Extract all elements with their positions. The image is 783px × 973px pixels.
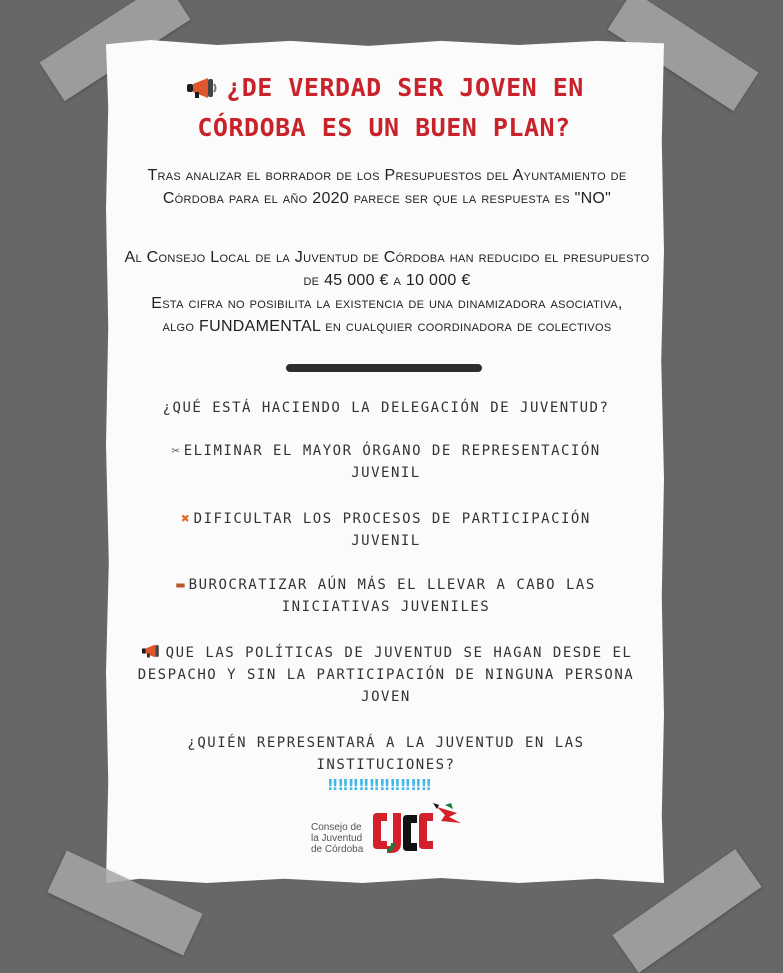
question-delegacion bbox=[110, 397, 662, 419]
budget-line-2: de 45 000 € a 10 000 € bbox=[303, 272, 471, 289]
megaphone-icon bbox=[140, 643, 162, 659]
budget-line-1: Al Consejo Local de la Juventud de Córdoba han reducido el presupuesto bbox=[124, 249, 650, 266]
logo-line-2: la Juventud bbox=[311, 833, 363, 844]
title-line-2: CÓRDOBA ES UN BUEN PLAN? bbox=[197, 113, 571, 142]
list-item bbox=[110, 642, 662, 708]
list-item bbox=[110, 508, 662, 552]
list-item bbox=[110, 440, 662, 484]
poster-title bbox=[114, 68, 654, 148]
item-3-line-1: BUROCRATIZAR AÚN MÁS EL LLEVAR A CABO LAS bbox=[188, 577, 596, 593]
intro-paragraph bbox=[114, 164, 660, 210]
intro-line-1: Tras analizar el borrador de los Presupuestos del Ayuntamiento de bbox=[147, 167, 627, 184]
scissors-icon: ✂ bbox=[171, 443, 180, 459]
item-1-line-1: ELIMINAR EL MAYOR ÓRGANO DE REPRESENTACIÓN bbox=[183, 443, 601, 459]
item-4-line-3: JOVEN bbox=[361, 689, 411, 705]
logo-caption bbox=[311, 822, 363, 855]
question-representacion bbox=[110, 732, 662, 776]
item-2-line-1: DIFICULTAR LOS PROCESOS DE PARTICIPACIÓN bbox=[193, 511, 591, 527]
item-1-line-2: JUVENIL bbox=[351, 465, 421, 481]
list-item bbox=[110, 574, 662, 618]
item-3-line-2: INICIATIVAS JUVENILES bbox=[281, 599, 491, 615]
exclamation-row: ‼‼‼‼‼‼‼‼‼‼ bbox=[327, 776, 433, 794]
megaphone-icon bbox=[184, 76, 218, 100]
card-file-box-icon: ▬ bbox=[176, 577, 185, 593]
logo-line-1: Consejo de bbox=[311, 822, 362, 833]
item-2-line-2: JUVENIL bbox=[351, 533, 421, 549]
item-4-line-2: DESPACHO Y SIN LA PARTICIPACIÓN DE NINGUNA PERSONA bbox=[137, 667, 635, 683]
intro-line-2: Córdoba para el año 2020 parece ser que la respuesta es "NO" bbox=[162, 190, 612, 207]
budget-paragraph bbox=[114, 246, 660, 338]
brush-divider bbox=[286, 364, 482, 372]
logo-line-3: de Córdoba bbox=[311, 844, 364, 855]
budget-line-4: algo FUNDAMENTAL en cualquier coordinadora de colectivos bbox=[162, 318, 612, 335]
title-line-1: ¿DE VERDAD SER JOVEN EN bbox=[226, 73, 584, 102]
question-2-line-2: INSTITUCIONES? bbox=[316, 757, 456, 773]
question-1-text: ¿QUÉ ESTÁ HACIENDO LA DELEGACIÓN DE JUVENTUD? bbox=[162, 400, 610, 416]
cjc-logo-icon bbox=[371, 803, 467, 863]
cross-mark-icon: ✖ bbox=[181, 511, 190, 527]
item-4-line-1: QUE LAS POLÍTICAS DE JUVENTUD SE HAGAN DESDE EL bbox=[165, 645, 633, 661]
question-2-line-1: ¿QUIÉN REPRESENTARÁ A LA JUVENTUD EN LAS bbox=[187, 735, 585, 751]
budget-line-3: Esta cifra no posibilita la existencia de una dinamizadora asociativa, bbox=[151, 295, 623, 312]
